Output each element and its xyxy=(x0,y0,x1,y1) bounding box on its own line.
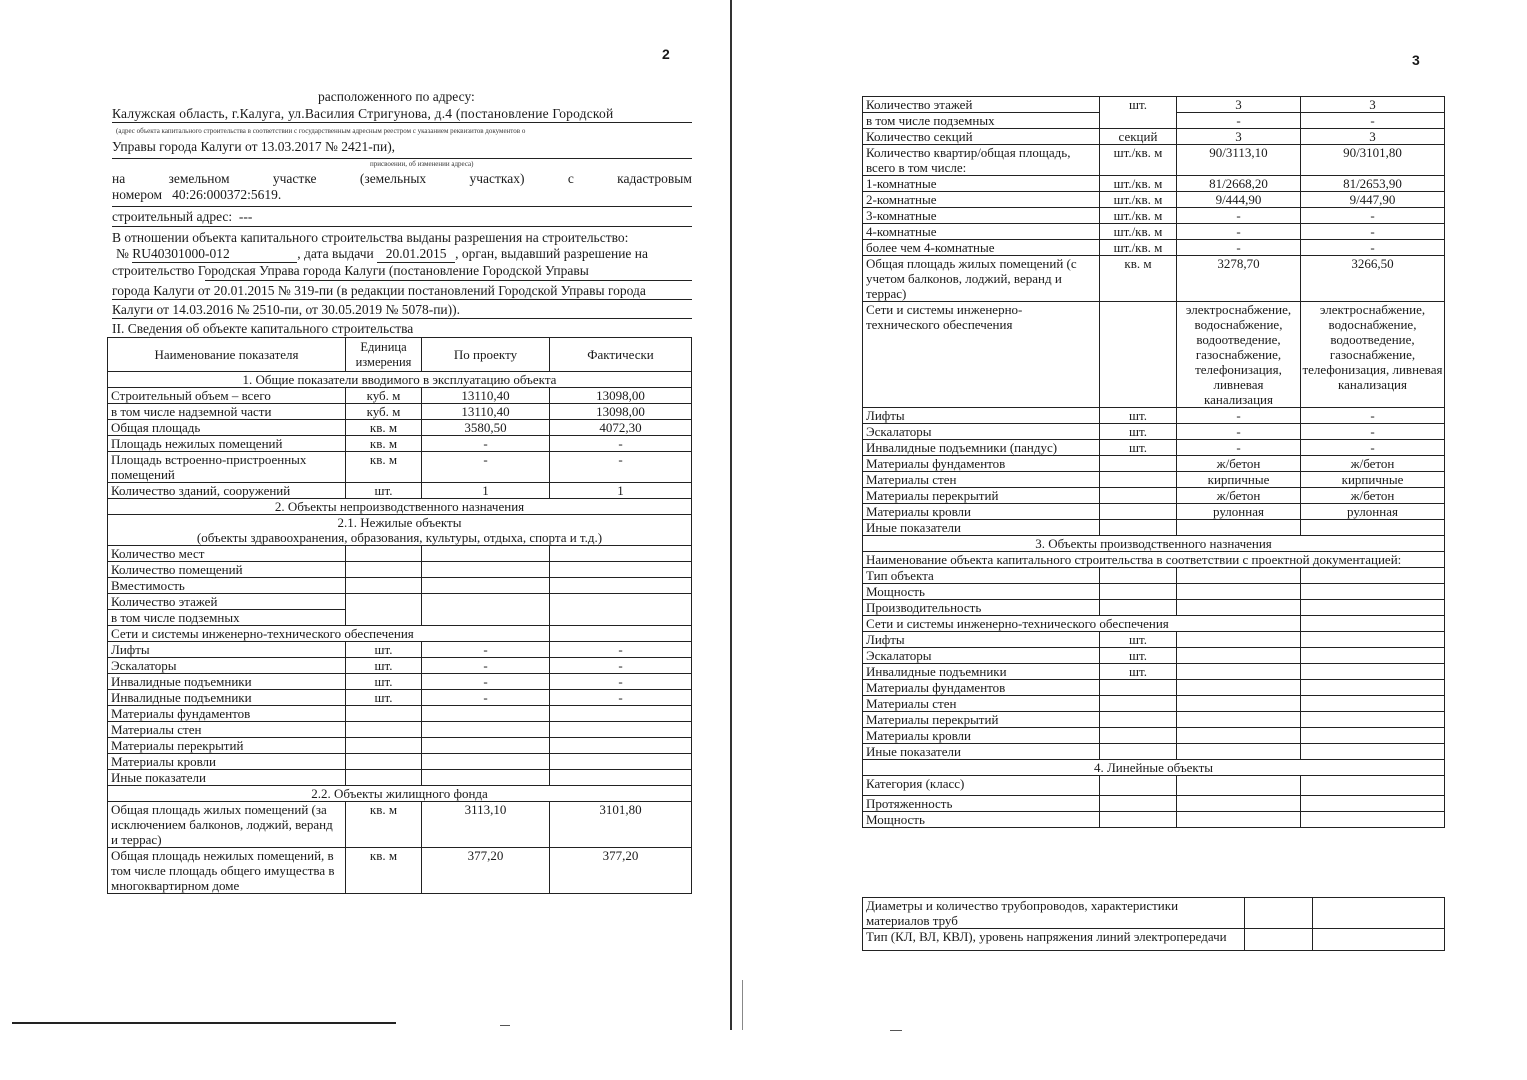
cadastral-line xyxy=(112,187,281,203)
subsection-note: (объекты здравоохранения, образования, культуры, отдыха, спорта и т.д.) xyxy=(196,530,603,545)
cell: - xyxy=(422,436,550,452)
cell: 13110,40 xyxy=(422,388,550,404)
table-row xyxy=(863,472,1445,488)
cell: в том числе подземных xyxy=(863,113,1100,129)
cell: 9/447,90 xyxy=(1301,192,1445,208)
cell: 81/2653,90 xyxy=(1301,176,1445,192)
address-caption-1: (адрес объекта капитального строительства в соответствии с государственным адресным реестром с указанием реквизитов документов о xyxy=(116,127,526,135)
cell: Общая площадь жилых помещений (с учетом балконов, лоджий, веранд и террас) xyxy=(863,256,1100,302)
cell: - xyxy=(550,642,692,658)
cell: 4072,30 xyxy=(550,420,692,436)
cell: более чем 4-комнатные xyxy=(863,240,1100,256)
cell: 3101,80 xyxy=(550,802,692,848)
cell: Инвалидные подъемники xyxy=(108,674,346,690)
table-row xyxy=(108,754,692,770)
cell: в том числе подземных xyxy=(108,610,346,626)
cell: Общая площадь нежилых помещений, в том числе площадь общего имущества в многоквартирном доме xyxy=(108,848,346,894)
table-row xyxy=(863,145,1445,176)
cell: Эскалаторы xyxy=(863,648,1100,664)
table-row xyxy=(863,632,1445,648)
right-indicators-table xyxy=(862,96,1445,828)
table-row xyxy=(863,929,1445,951)
table-row xyxy=(108,562,692,578)
cell: Материалы перекрытий xyxy=(863,712,1100,728)
cell: шт. xyxy=(1100,440,1177,456)
cell: шт. xyxy=(346,642,422,658)
table-row xyxy=(108,483,692,499)
cell: шт./кв. м xyxy=(1100,176,1177,192)
cell: Количество мест xyxy=(108,546,346,562)
word: (земельных xyxy=(359,171,427,186)
cell: 2-комнатные xyxy=(863,192,1100,208)
cell: 3 xyxy=(1301,97,1445,113)
cell: - xyxy=(550,674,692,690)
cell: - xyxy=(1177,424,1301,440)
table-row xyxy=(863,728,1445,744)
section-heading: 4. Линейные объекты xyxy=(863,760,1445,776)
cell: 90/3101,80 xyxy=(1301,145,1445,176)
cell: Лифты xyxy=(863,408,1100,424)
permit-org-prefix: строительство xyxy=(112,263,195,278)
cell: кирпичные xyxy=(1177,472,1301,488)
table-row xyxy=(108,722,692,738)
table-row xyxy=(863,680,1445,696)
table-row xyxy=(863,648,1445,664)
table-row xyxy=(863,616,1445,632)
permit-org-line-2: города Калуги от 20.01.2015 № 319-пи (в редакции постановлений Городской Управы города xyxy=(112,283,692,300)
cell: - xyxy=(550,436,692,452)
cell: Категория (класс) xyxy=(863,776,1100,796)
cell: секций xyxy=(1100,129,1177,145)
permit-number: RU40301000-012 xyxy=(132,246,297,263)
document-page-2 xyxy=(0,0,740,1080)
table-row xyxy=(108,420,692,436)
table-row xyxy=(108,578,692,594)
cell: куб. м xyxy=(346,388,422,404)
cell: Количество зданий, сооружений xyxy=(108,483,346,499)
cell: кирпичные xyxy=(1301,472,1445,488)
cell: Эскалаторы xyxy=(863,424,1100,440)
cell xyxy=(1100,302,1177,408)
cell: Количество помещений xyxy=(108,562,346,578)
cell: - xyxy=(1301,424,1445,440)
cell: - xyxy=(422,690,550,706)
cell: - xyxy=(1301,208,1445,224)
cell: ж/бетон xyxy=(1301,488,1445,504)
cell: Количество квартир/общая площадь, всего в том числе: xyxy=(863,145,1100,176)
table-row xyxy=(863,302,1445,408)
table-row xyxy=(863,456,1445,472)
word: земельном xyxy=(168,171,230,186)
table-row xyxy=(108,770,692,786)
cell: - xyxy=(1301,113,1445,129)
cell: Производительность xyxy=(863,600,1100,616)
cell: - xyxy=(1177,224,1301,240)
cell: Иные показатели xyxy=(863,520,1100,536)
section-note: Наименование объекта капитального строительства в соответствии с проектной документацией: xyxy=(863,552,1445,568)
cell: Строительный объем – всего xyxy=(108,388,346,404)
table-row xyxy=(863,664,1445,680)
cell: 1 xyxy=(550,483,692,499)
col-header-project: По проекту xyxy=(422,338,550,372)
cell: Материалы фундаментов xyxy=(108,706,346,722)
cell: 1-комнатные xyxy=(863,176,1100,192)
cell: рулонная xyxy=(1301,504,1445,520)
table-row xyxy=(863,424,1445,440)
table-row xyxy=(863,97,1445,113)
word: с xyxy=(567,171,574,186)
cell: - xyxy=(422,642,550,658)
cell: Материалы перекрытий xyxy=(863,488,1100,504)
permit-line xyxy=(116,246,648,263)
cell: шт. xyxy=(1100,648,1177,664)
cell: - xyxy=(1301,240,1445,256)
linear-objects-table xyxy=(862,897,1445,951)
cell: электроснабжение, водоснабжение, водоотведение, газоснабжение, телефонизация, ливневая канализация xyxy=(1301,302,1445,408)
table-row xyxy=(108,594,692,610)
cell: - xyxy=(550,658,692,674)
table-row xyxy=(863,520,1445,536)
cell: Инвалидные подъемники (пандус) xyxy=(863,440,1100,456)
cell: - xyxy=(1301,408,1445,424)
cell: Количество этажей xyxy=(863,97,1100,113)
cell: Площадь нежилых помещений xyxy=(108,436,346,452)
table-row xyxy=(863,256,1445,302)
cell: Общая площадь жилых помещений (за исключением балконов, лоджий, веранд и террас) xyxy=(108,802,346,848)
cell: кв. м xyxy=(346,420,422,436)
cell: шт. xyxy=(1100,424,1177,440)
cell: - xyxy=(1177,113,1301,129)
table-row xyxy=(108,642,692,658)
permit-org-line-1 xyxy=(112,263,589,279)
cell: Количество секций xyxy=(863,129,1100,145)
cell: 1 xyxy=(422,483,550,499)
cell: шт. xyxy=(1100,97,1177,129)
cell: - xyxy=(422,452,550,483)
table-row xyxy=(863,488,1445,504)
table-row xyxy=(863,240,1445,256)
cell: Сети и системы инженерно-технического обеспечения xyxy=(108,626,550,642)
table-row xyxy=(108,848,692,894)
cell: Мощность xyxy=(863,812,1100,828)
table-row xyxy=(108,546,692,562)
permit-date-label: , дата выдачи xyxy=(297,246,374,261)
table-row xyxy=(863,600,1445,616)
cell: в том числе надземной части xyxy=(108,404,346,420)
cell: куб. м xyxy=(346,404,422,420)
cadastral-label: номером xyxy=(112,187,163,202)
cell: - xyxy=(1177,408,1301,424)
cell: 13098,00 xyxy=(550,404,692,420)
table-row xyxy=(108,738,692,754)
cell: Материалы кровли xyxy=(863,728,1100,744)
table-row xyxy=(863,696,1445,712)
table-row xyxy=(863,776,1445,796)
cell: кв. м xyxy=(346,802,422,848)
cell: Площадь встроенно-пристроенных помещений xyxy=(108,452,346,483)
cell: Материалы кровли xyxy=(108,754,346,770)
cell: шт. xyxy=(346,483,422,499)
cell: Материалы фундаментов xyxy=(863,456,1100,472)
table-row xyxy=(863,898,1445,929)
table-row xyxy=(108,802,692,848)
cell: - xyxy=(422,674,550,690)
table-row xyxy=(108,690,692,706)
cell: Материалы стен xyxy=(863,472,1100,488)
table-row xyxy=(108,658,692,674)
cell: Иные показатели xyxy=(108,770,346,786)
permit-intro: В отношении объекта капитального строительства выданы разрешения на строительство: xyxy=(112,230,629,245)
section-heading: 2. Объекты непроизводственного назначения xyxy=(108,499,692,515)
section-heading: 1. Общие показатели вводимого в эксплуатацию объекта xyxy=(108,372,692,388)
cell: Материалы перекрытий xyxy=(108,738,346,754)
table-row xyxy=(863,568,1445,584)
cell: 3-комнатные xyxy=(863,208,1100,224)
cell: Лифты xyxy=(108,642,346,658)
table-row xyxy=(863,796,1445,812)
col-header-actual: Фактически xyxy=(550,338,692,372)
cell: Инвалидные подъемники xyxy=(863,664,1100,680)
cell: - xyxy=(1301,440,1445,456)
cell: шт. xyxy=(346,674,422,690)
col-header-name: Наименование показателя xyxy=(108,338,346,372)
cell: 9/444,90 xyxy=(1177,192,1301,208)
cell: Количество этажей xyxy=(108,594,346,610)
cadastral-number: 40:26:000372:5619. xyxy=(172,187,282,202)
table-row xyxy=(863,192,1445,208)
permit-date: 20.01.2015 xyxy=(377,246,455,263)
cell: 377,20 xyxy=(422,848,550,894)
cell: 13098,00 xyxy=(550,388,692,404)
cell: - xyxy=(1177,240,1301,256)
section-heading xyxy=(108,515,692,546)
table-row xyxy=(108,388,692,404)
cell: - xyxy=(1177,208,1301,224)
cell: шт./кв. м xyxy=(1100,224,1177,240)
address-caption-2: присвоении, об изменении адреса) xyxy=(370,160,474,168)
cell: шт./кв. м xyxy=(1100,208,1177,224)
cell: 3580,50 xyxy=(422,420,550,436)
building-address-label: строительный адрес: xyxy=(112,209,233,224)
table-row xyxy=(863,744,1445,760)
land-plot-line xyxy=(112,171,692,187)
cell: Эскалаторы xyxy=(108,658,346,674)
table-row xyxy=(863,208,1445,224)
cell: кв. м xyxy=(1100,256,1177,302)
word: участке xyxy=(272,171,317,186)
table-row xyxy=(863,712,1445,728)
page-number: 3 xyxy=(1412,52,1420,68)
page-number: 2 xyxy=(662,46,670,62)
page-divider xyxy=(730,0,732,1030)
cell: 3278,70 xyxy=(1177,256,1301,302)
cell: рулонная xyxy=(1177,504,1301,520)
cell: - xyxy=(422,658,550,674)
cell: - xyxy=(550,690,692,706)
address-line-1: Калужская область, г.Калуга, ул.Василия Стригунова, д.4 (постановление Городской xyxy=(112,106,692,123)
cell: 13110,40 xyxy=(422,404,550,420)
cell: Общая площадь xyxy=(108,420,346,436)
table-row xyxy=(863,584,1445,600)
cell: 3266,50 xyxy=(1301,256,1445,302)
table-row xyxy=(863,440,1445,456)
col-header-unit: Единица измерения xyxy=(346,338,422,372)
word: участках) xyxy=(469,171,525,186)
cell: - xyxy=(1177,440,1301,456)
cell: Материалы кровли xyxy=(863,504,1100,520)
permit-org-line-3: Калуги от 14.03.2016 № 2510-пи, от 30.05.2019 № 5078-пи)). xyxy=(112,302,692,319)
cell: 3 xyxy=(1177,97,1301,113)
cell: шт. xyxy=(1100,632,1177,648)
permit-no-label: № xyxy=(116,246,129,261)
cell: - xyxy=(550,452,692,483)
cell: кв. м xyxy=(346,436,422,452)
cell: ж/бетон xyxy=(1177,456,1301,472)
cell: Лифты xyxy=(863,632,1100,648)
cell: Сети и системы инженерно-технического обеспечения xyxy=(863,616,1301,632)
cell: 3113,10 xyxy=(422,802,550,848)
section-heading: 2.2. Объекты жилищного фонда xyxy=(108,786,692,802)
word: кадастровым xyxy=(617,171,692,186)
cell: ж/бетон xyxy=(1301,456,1445,472)
cell: - xyxy=(1301,224,1445,240)
table-row xyxy=(108,436,692,452)
table-row xyxy=(863,408,1445,424)
cell: Мощность xyxy=(863,584,1100,600)
cell: шт. xyxy=(1100,408,1177,424)
document-page-3 xyxy=(740,0,1527,1080)
cell: электроснабжение, водоснабжение, водоотведение, газоснабжение, телефонизация, ливневая канализация xyxy=(1177,302,1301,408)
cell: ж/бетон xyxy=(1177,488,1301,504)
cell: кв. м xyxy=(346,452,422,483)
address-intro: расположенного по адресу: xyxy=(318,89,475,104)
cell: 377,20 xyxy=(550,848,692,894)
cell: Тип (КЛ, ВЛ, КВЛ), уровень напряжения линий электропередачи xyxy=(863,929,1245,951)
cell: Материалы фундаментов xyxy=(863,680,1100,696)
cell: Сети и системы инженерно-технического обеспечения xyxy=(863,302,1100,408)
cell: Материалы стен xyxy=(108,722,346,738)
cell: 90/3113,10 xyxy=(1177,145,1301,176)
footer-rule xyxy=(12,1022,396,1024)
cell: шт. xyxy=(346,690,422,706)
building-address-value: --- xyxy=(238,209,253,224)
cell: Тип объекта xyxy=(863,568,1100,584)
table-row xyxy=(108,404,692,420)
table-row xyxy=(863,224,1445,240)
cell: Диаметры и количество трубопроводов, характеристики материалов труб xyxy=(863,898,1245,929)
table-row xyxy=(108,706,692,722)
cell: Материалы стен xyxy=(863,696,1100,712)
cell: шт./кв. м xyxy=(1100,192,1177,208)
table-row xyxy=(108,452,692,483)
table-row xyxy=(108,626,692,642)
address-line-2: Управы города Калуги от 13.03.2017 № 2421-пи), xyxy=(112,139,396,154)
permit-org-text: Городская Управа города Калуги (постановление Городской Управы xyxy=(197,263,589,278)
cell: Инвалидные подъемники xyxy=(108,690,346,706)
cell: шт. xyxy=(1100,664,1177,680)
cell: Иные показатели xyxy=(863,744,1100,760)
cell: Вместимость xyxy=(108,578,346,594)
cell: Протяженность xyxy=(863,796,1100,812)
table-row xyxy=(863,812,1445,828)
cell: кв. м xyxy=(346,848,422,894)
table-row xyxy=(863,129,1445,145)
section-heading: 3. Объекты производственного назначения xyxy=(863,536,1445,552)
table-row xyxy=(108,674,692,690)
cell: шт. xyxy=(346,658,422,674)
cell: 81/2668,20 xyxy=(1177,176,1301,192)
cell: 3 xyxy=(1301,129,1445,145)
subsection-title: 2.1. Нежилые объекты xyxy=(337,515,462,530)
section-title: II. Сведения об объекте капитального строительства xyxy=(112,321,414,336)
cell: 4-комнатные xyxy=(863,224,1100,240)
cell: шт./кв. м xyxy=(1100,145,1177,176)
table-row xyxy=(863,504,1445,520)
word: на xyxy=(112,171,126,186)
cell: 3 xyxy=(1177,129,1301,145)
permit-org-label: , орган, выдавший разрешение на xyxy=(455,246,649,261)
cell: шт./кв. м xyxy=(1100,240,1177,256)
table-row xyxy=(863,176,1445,192)
left-indicators-table xyxy=(107,337,692,894)
building-address-line xyxy=(112,209,252,225)
